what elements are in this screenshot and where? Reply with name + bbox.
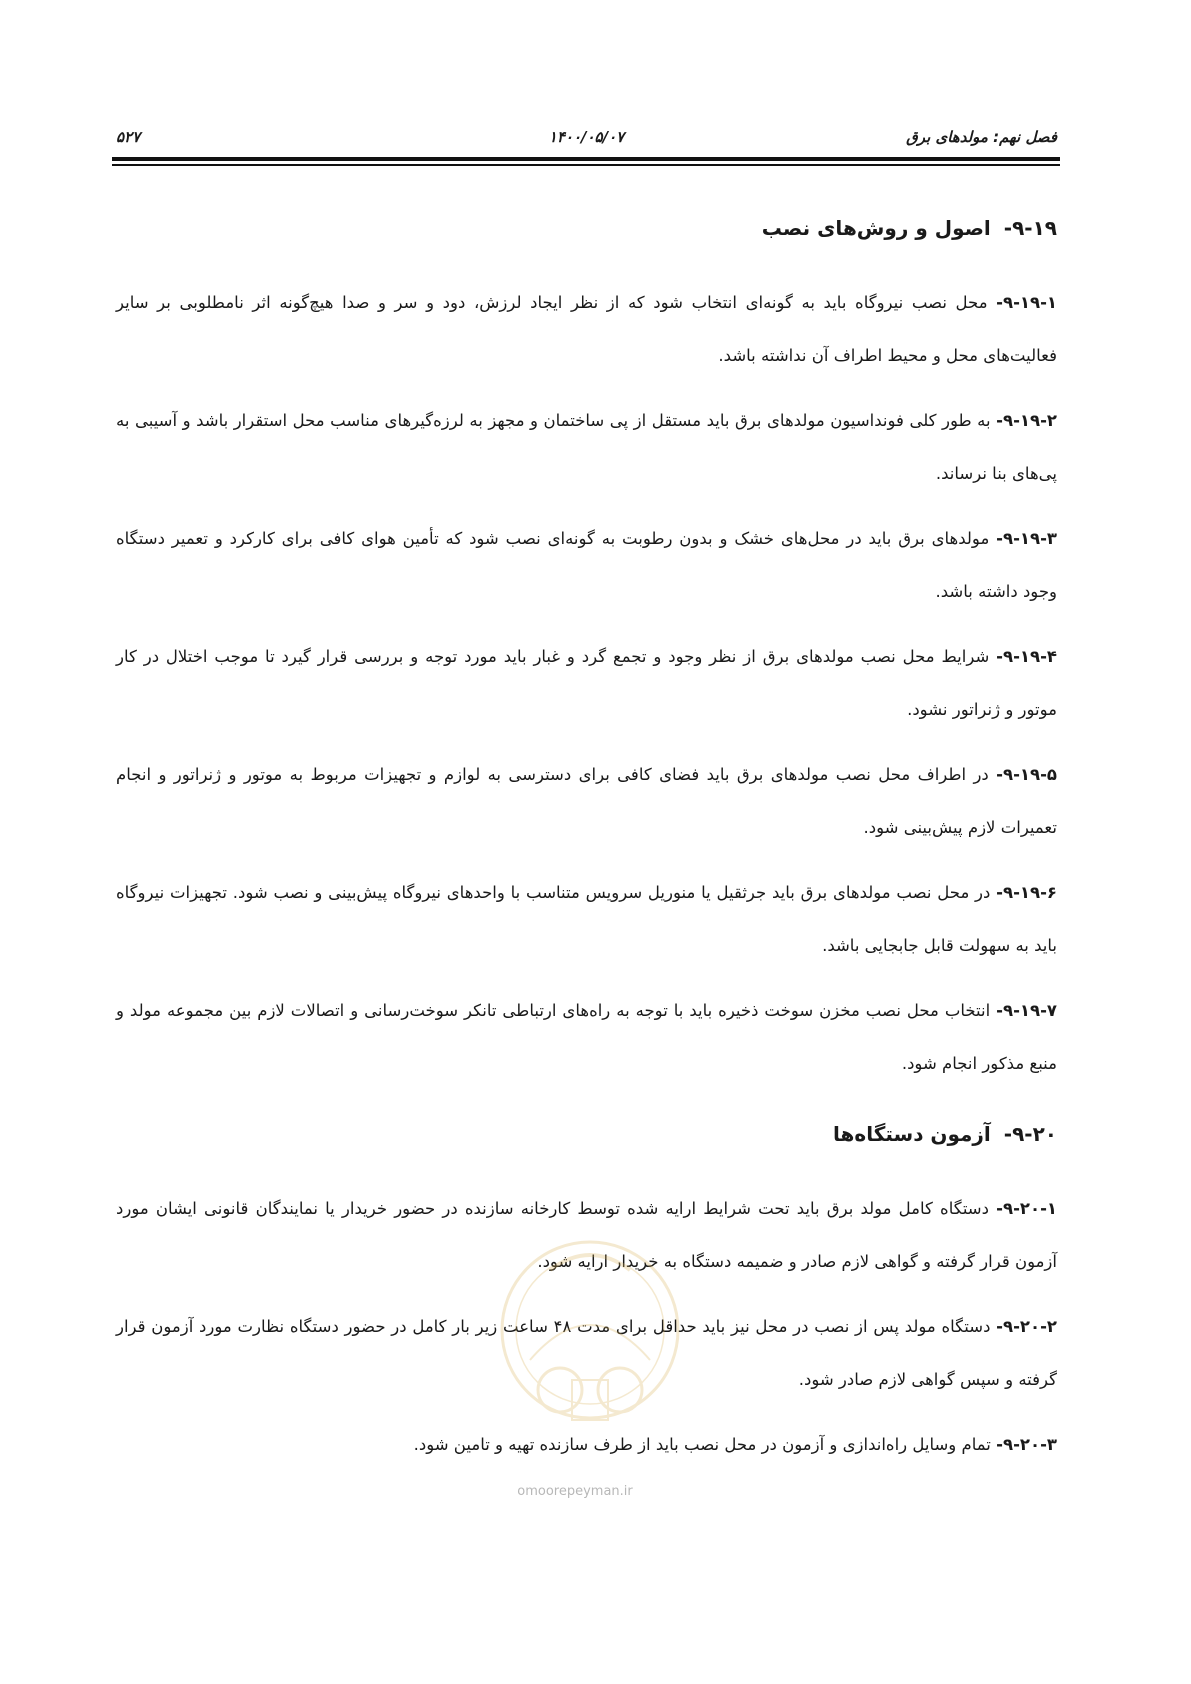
watermark-seal [490,1230,690,1460]
paragraph-number: ۹-۲۰-۲- [996,1317,1057,1336]
paragraph-19-3 [116,512,1057,618]
paragraph-19-7 [116,984,1057,1090]
paragraph-text: مولدهای برق باید در محل‌های خشک و بدون رطوبت به گونه‌ای نصب شود که تأمین هوای کافی برای کارکرد و تعمیر دستگاه وجود داشته باشد. [116,529,1057,601]
paragraph-number: ۹-۲۰-۱- [996,1199,1057,1218]
paragraph-text: دستگاه مولد پس از نصب در محل نیز باید حداقل برای مدت ۴۸ ساعت زیر بار کامل در حضور دستگاه نظارت مورد آزمون قرار گرفته و سپس گواهی لازم صادر شود. [116,1317,1057,1389]
chapter-title: فصل نهم: مولدهای برق [906,128,1057,146]
paragraph-number: ۹-۱۹-۴- [996,647,1057,666]
section-title: اصول و روش‌های نصب [761,216,991,240]
section-heading-20 [116,1120,1057,1148]
section-number: ۹-۲۰- [1003,1122,1057,1146]
paragraph-text: انتخاب محل نصب مخزن سوخت ذخیره باید با توجه به راه‌های ارتباطی تانکر سوخت‌رسانی و اتصالات لازم بین مجموعه مولد و منبع مذکور انجام شود. [116,1001,1057,1073]
paragraph-number: ۹-۱۹-۶- [996,883,1057,902]
paragraph-number: ۹-۱۹-۵- [996,765,1057,784]
paragraph-text: شرایط محل نصب مولدهای برق از نظر وجود و تجمع گرد و غبار باید مورد توجه و بررسی قرار گیرد تا موجب اختلال در کار موتور و ژنراتور نشود. [116,647,1057,719]
paragraph-19-5 [116,748,1057,854]
paragraph-19-2 [116,394,1057,500]
paragraph-text: به طور کلی فونداسیون مولدهای برق باید مستقل از پی ساختمان و مجهز به لرزه‌گیرهای مناسب محل استقرار باشد و آسیبی به پی‌های بنا نرساند. [116,411,1057,483]
running-head [116,126,1057,154]
header-rule-thin [112,164,1060,166]
paragraph-text: دستگاه کامل مولد برق باید تحت شرایط ارایه شده توسط کارخانه سازنده در حضور خریدار یا نمایندگان قانونی ایشان مورد آزمون قرار گرفته و گواهی لازم صادر و ضمیمه دستگاه به خریدار ارایه شود. [116,1199,1057,1271]
paragraph-number: ۹-۱۹-۱- [996,293,1057,312]
paragraph-text: در اطراف محل نصب مولدهای برق باید فضای کافی برای دسترسی به لوازم و تجهیزات مربوط به موتور و ژنراتور و انجام تعمیرات لازم پیش‌بینی شود. [116,765,1057,837]
paragraph-19-4 [116,630,1057,736]
paragraph-number: ۹-۱۹-۷- [996,1001,1057,1020]
paragraph-19-6 [116,866,1057,972]
paragraph-text: تمام وسایل راه‌اندازی و آزمون در محل نصب باید از طرف سازنده تهیه و تامین شود. [413,1435,997,1454]
section-title: آزمون دستگاه‌ها [833,1122,991,1146]
paragraph-text: محل نصب نیروگاه باید به گونه‌ای انتخاب شود که از نظر ایجاد لرزش، دود و سر و صدا هیچ‌گونه اثر نامطلوبی بر سایر فعالیت‌های محل و محیط اطراف آن نداشته باشد. [116,293,1057,365]
section-heading-19 [116,214,1057,242]
paragraph-text: در محل نصب مولدهای برق باید جرثقیل یا منوریل سرویس متناسب با واحدهای نیروگاه پیش‌بینی و نصب شود. تجهیزات نیروگاه باید به سهولت قابل جابجایی باشد. [116,883,1057,955]
header-date: ۱۴۰۰/۰۵/۰۷ [548,128,625,146]
paragraph-number: ۹-۱۹-۳- [996,529,1057,548]
header-rule-thick [112,157,1060,161]
paragraph-number: ۹-۲۰-۳- [996,1435,1057,1454]
watermark-url: omoorepeyman.ir [517,1484,633,1499]
page-number: ۵۲۷ [116,128,141,146]
paragraph-19-1 [116,276,1057,382]
section-number: ۹-۱۹- [1003,216,1057,240]
paragraph-number: ۹-۱۹-۲- [996,411,1057,430]
